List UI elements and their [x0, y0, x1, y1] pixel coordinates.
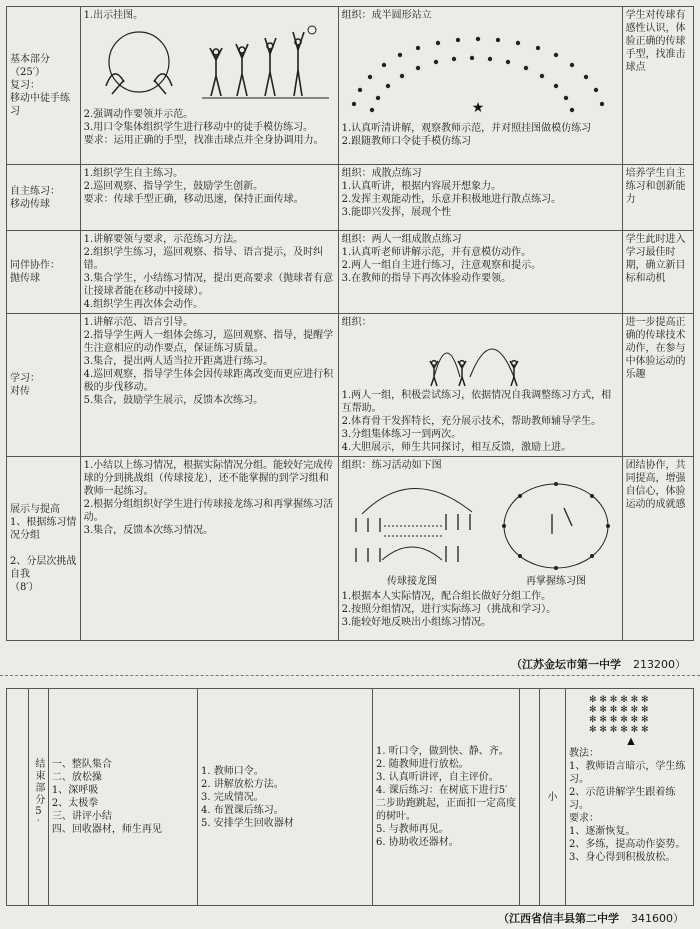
content-cell: [80, 7, 338, 165]
section-title: 自主练习：: [10, 185, 60, 197]
table-row: [7, 7, 694, 165]
postal-code: 213200）: [633, 658, 686, 671]
content-line: 2、太极拳: [51, 798, 99, 809]
purpose-cell: [622, 7, 693, 165]
method-line: 1、教师语言暗示，学生练习。: [568, 761, 686, 785]
svg-text:★: ★: [471, 100, 484, 116]
svg-text:✻ ✻ ✻ ✻ ✻ ✻: ✻ ✻ ✻ ✻ ✻ ✻: [589, 715, 650, 725]
method-cell: [565, 689, 693, 906]
organization-cell: [338, 231, 622, 314]
section-cell: [7, 165, 81, 231]
student-cell: [372, 689, 519, 906]
org-line: 组织：练习活动如下图: [341, 460, 442, 471]
content-line: 要求：运用正确的手型，找准击球点并全身协调用力。: [83, 135, 324, 146]
purpose-text: 学生对传球有感性认识，体验正确的传球手型，找准击球点: [625, 10, 686, 73]
table-row: [7, 314, 694, 457]
content-line: 1.组织学生自主练习。: [83, 168, 184, 179]
content-line: 要求：传球手型正确，移动迅速，保持正面传球。: [83, 194, 304, 205]
org-line: 3.分组集体练习一到两次。: [341, 429, 462, 440]
table-row: [7, 231, 694, 314]
caption-remaster: 再掌握练习图: [525, 576, 586, 587]
content-cell: [80, 457, 338, 641]
content-line: 2.巡回观察、指导学生，鼓励学生创新。: [83, 181, 264, 192]
semicircle-formation-figure: [342, 24, 618, 120]
org-line: 组织：成半圆形站立: [341, 10, 432, 21]
section-sub: 复习：: [10, 80, 40, 91]
student-line: 1. 听口令，做到快、静、齐。: [375, 746, 509, 757]
caption-relay: 传球接龙图: [386, 576, 437, 587]
spacer: [10, 542, 77, 555]
page-divider: [0, 675, 700, 676]
org-line: 2.两人一组自主进行练习，注意观察和提示。: [341, 260, 542, 271]
org-line: 2.按照分组情况，进行实际练习（挑战和学习）。: [341, 604, 557, 615]
org-line: 1.认真听老师讲解示范，并有意模仿动作。: [341, 247, 532, 258]
content-line: 1.出示挂图。: [83, 10, 144, 21]
org-line: 2.发挥主观能动性，乐意并积极地进行散点练习。: [341, 194, 562, 205]
load-cell: [540, 689, 566, 906]
section-time: （25′）: [10, 67, 45, 78]
pair-passing-figure: [342, 331, 618, 387]
content-line: 3.集合学生，小结练习情况，提出更高要求（抛球者有意让接球者能在移动中接球）。: [83, 273, 334, 297]
svg-text:✻ ✻ ✻ ✻ ✻ ✻: ✻ ✻ ✻ ✻ ✻ ✻: [589, 695, 650, 705]
content-line: 4.组织学生再次体会动作。: [83, 299, 204, 310]
method-line: 1、逐渐恢复。: [568, 826, 636, 837]
blank-cell: [7, 689, 29, 906]
teacher-line: 5. 安排学生回收器材: [201, 817, 294, 829]
method-line: 2、示范讲解学生跟着练习。: [568, 787, 676, 811]
section-title: 基本部分: [10, 54, 50, 65]
method-line: 2、多练，提高动作姿势。: [568, 839, 686, 850]
content-cell: [80, 314, 338, 457]
content-cell: [80, 231, 338, 314]
content-line: 二、放松操: [51, 772, 102, 783]
content-line: 3.集合，提出两人适当拉开距离进行练习。: [83, 356, 274, 367]
method-line: 要求：: [568, 813, 599, 824]
teacher-cell: [198, 689, 373, 906]
lesson-plan-table-top: [6, 6, 694, 641]
teacher-line: 4. 布置课后练习。: [201, 804, 284, 816]
student-line: 2. 随教师进行放松。: [375, 759, 469, 770]
section-sub: 抛传球: [10, 273, 40, 284]
student-line: 5. 与教师再见。: [375, 824, 449, 835]
content-line: 3.用口令集体组织学生进行移动中的徒手模仿练习。: [83, 122, 314, 133]
content-line: 2.根据分组组织好学生进行传球接龙练习和再掌握练习活动。: [83, 499, 334, 523]
org-line: 4.大胆展示，师生共同探讨，相互反馈，激励上进。: [341, 442, 572, 453]
blank-cell: [520, 689, 540, 906]
section-cell: [28, 689, 48, 906]
hand-shape-figure: [84, 24, 334, 106]
org-line: 2.体育骨干发挥特长，充分展示技术，帮助教师辅导学生。: [341, 416, 602, 427]
student-line: 3. 认真听讲评，自主评价。: [375, 772, 499, 783]
postal-code: 341600）: [631, 912, 684, 925]
section-cell: [7, 7, 81, 165]
content-line: 四、回收器材，师生再见: [51, 824, 162, 835]
content-line: 1.讲解要领与要求，示范练习方法。: [83, 234, 244, 245]
section-sub: 移动中徒手练习: [10, 93, 70, 117]
section-sub: 移动传球: [10, 198, 50, 210]
organization-cell: [338, 165, 622, 231]
section-title: 学习：: [10, 373, 40, 384]
exercise-load: 小: [547, 791, 558, 803]
org-line: 组织：成散点练习: [341, 168, 422, 179]
org-line: 组织：两人一组成散点练习: [341, 234, 462, 245]
school-name: （江西省信丰县第二中学: [498, 912, 619, 925]
author-signature: [511, 656, 686, 672]
purpose-text: 学生此时进入学习最佳时期，确立新目标和动机: [625, 234, 686, 284]
method-line: 3、身心得到积极放松。: [568, 852, 676, 863]
org-line: 1.两人一组，积极尝试练习，依据情况自我调整练习方式，相互帮助。: [341, 390, 612, 414]
content-line: 2.组织学生练习，巡回观察、指导、语言提示，及时纠错。: [83, 247, 324, 271]
section-title: 同伴协作：: [10, 260, 60, 271]
org-line: 1.认真听讲，根据内容展开想象力。: [341, 181, 502, 192]
table-row: [7, 165, 694, 231]
svg-text:✻ ✻ ✻ ✻ ✻ ✻: ✻ ✻ ✻ ✻ ✻ ✻: [589, 705, 650, 715]
teacher-marker-icon: ▲: [627, 736, 636, 745]
table-row: [7, 457, 694, 641]
organization-cell: [338, 457, 622, 641]
purpose-cell: [622, 314, 693, 457]
teacher-line: 1. 教师口令。: [201, 765, 264, 777]
org-line: 1.根据本人实际情况，配合组长做好分组工作。: [341, 591, 552, 602]
content-line: 2.指导学生两人一组体会练习，巡回观察、指导，提醒学生注意相应的动作要点，保证练习质量。: [83, 330, 334, 354]
purpose-text: 团结协作，共同提高，增强自信心，体验运动的成就感: [625, 460, 686, 510]
student-line: 4. 课后练习：在树底下进行5′二步助跑跳起，正面扣一定高度的树叶。: [375, 785, 516, 822]
content-line: 4.巡回观察，指导学生体会因传球距离改变而更应进行积极的步伐移动。: [83, 369, 334, 393]
purpose-text: 进一步提高正确的传球技术动作，在参与中体验运动的乐趣: [625, 317, 686, 380]
content-line: 2.强调动作要领并示范。: [83, 109, 194, 120]
author-signature: [498, 910, 684, 926]
org-line: 2.跟随教师口令徒手模仿练习: [341, 136, 472, 147]
org-line: 组织：: [341, 317, 372, 328]
purpose-text: 培养学生自主练习和创新能力: [625, 168, 686, 205]
content-line: 1.讲解示范、语言引导。: [83, 317, 194, 328]
org-line: 3.在教师的指导下再次体验动作要领。: [341, 273, 512, 284]
content-line: 一、整队集合: [51, 759, 112, 770]
school-name: （江苏金坛市第一中学: [511, 658, 621, 671]
teacher-line: 2. 讲解放松方法。: [201, 778, 284, 790]
purpose-cell: [622, 457, 693, 641]
organization-cell: [338, 314, 622, 457]
section-time: （8′）: [10, 582, 39, 593]
section-cell: [7, 457, 81, 641]
content-line: 1、深呼吸: [51, 785, 99, 796]
content-line: 3.集合，反馈本次练习情况。: [83, 525, 214, 536]
org-line: 3.能较好地反映出小组练习情况。: [341, 617, 492, 628]
teacher-line: 3. 完成情况。: [201, 791, 264, 803]
table-row: [7, 689, 694, 906]
student-line: 6. 协助收还器材。: [375, 837, 459, 848]
content-cell: [80, 165, 338, 231]
section-title: 结束部分5′: [32, 758, 44, 832]
content-line: 5.集合，鼓励学生展示，反馈本次练习。: [83, 395, 264, 406]
content-line: 三、讲评小结: [51, 811, 112, 822]
section-title: 展示与提高: [10, 504, 60, 515]
lesson-plan-table-bottom: [6, 688, 694, 906]
svg-text:✻ ✻ ✻ ✻ ✻ ✻: ✻ ✻ ✻ ✻ ✻ ✻: [589, 725, 650, 735]
org-line: 1.认真听清讲解，观察教师示范，并对照挂图做模仿练习: [341, 123, 592, 134]
section-sub: 2、分层次挑战自我: [10, 556, 77, 580]
purpose-cell: [622, 231, 693, 314]
formation-diagram: [569, 693, 689, 745]
purpose-cell: [622, 165, 693, 231]
method-line: 教法：: [568, 748, 599, 759]
organization-cell: [338, 7, 622, 165]
section-sub: 对传: [10, 386, 30, 397]
practice-activity-figure: [342, 474, 618, 588]
section-sub: 1、根据练习情况分组: [10, 517, 77, 541]
section-cell: [7, 231, 81, 314]
content-cell: [48, 689, 197, 906]
org-line: 3.能即兴发挥，展现个性: [341, 207, 452, 218]
section-cell: [7, 314, 81, 457]
content-line: 1.小结以上练习情况，根据实际情况分组。能较好完成传球的分到挑战组（传球接龙），还不能掌握的到学习组和教师一起练习。: [83, 460, 334, 497]
